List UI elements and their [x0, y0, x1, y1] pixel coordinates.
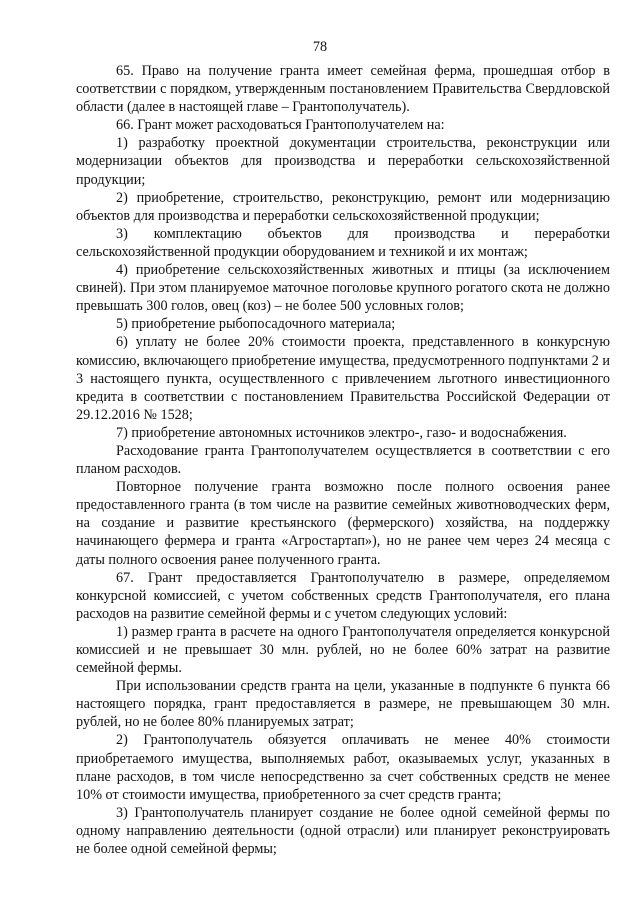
paragraph: Повторное получение гранта возможно после полного освоения ранее предоставленного гранта (в том числе на развитие семейных животноводческих ферм, на создание и развитие крестьянского (фермерского) хозяйства, на поддержку начинающего фермера и гранта «Агростартап»), но не ранее чем через 24 месяца с даты полного освоения ранее полученного гранта. [76, 479, 610, 568]
list-item: 2) Грантополучатель обязуется оплачивать не менее 40% стоимости приобретаемого имущества, выполняемых работ, оказываемых услуг, указанных в плане расходов, в том числе непосредственно за счет собственных средств не менее 10% от стоимости имущества, приобретенного за счет средств гранта; [76, 732, 610, 803]
list-item: 6) уплату не более 20% стоимости проекта, представленного в конкурсную комиссию, включающего приобретение имущества, предусмотренного подпунктами 2 и 3 настоящего пункта, осуществленного с привлечением льготного инвестиционного кредита в соответствии с постановлением Правительства Российской Федерации от 29.12.2016 № 1528; [76, 334, 610, 423]
list-item: 1) размер гранта в расчете на одного Грантополучателя определяется конкурсной комиссией и не превышает 30 млн. рублей, но не более 60% затрат на развитие семейной фермы. [76, 623, 610, 677]
document-body [76, 62, 610, 858]
paragraph: При использовании средств гранта на цели, указанные в подпункте 6 пункта 66 настоящего порядка, грант предоставляется в размере, не превышающем 30 млн. рублей, но не более 80% планируемых затрат; [76, 678, 610, 731]
list-item: 3) комплектацию объектов для производства и переработки сельскохозяйственной продукции оборудованием и техникой и их монтаж; [76, 225, 610, 260]
paragraph: Расходование гранта Грантополучателем осуществляется в соответствии с его планом расходов. [76, 442, 610, 478]
list-item: 4) приобретение сельскохозяйственных животных и птицы (за исключением свиней). При этом планируемое маточное поголовье крупного рогатого скота не должно превышать 300 голов, овец (коз) – не более 500 условных голов; [76, 262, 610, 315]
page-number: 78 [312, 39, 328, 55]
paragraph-item-65: 65. Право на получение гранта имеет семейная ферма, прошедшая отбор в соответствии с порядком, утвержденным постановлением Правительства Свердловской области (далее в настоящей главе – Грантополучатель). [76, 63, 610, 116]
list-item: 5) приобретение рыбопосадочного материала; [116, 316, 396, 333]
list-item: 7) приобретение автономных источников электро-, газо- и водоснабжения. [116, 424, 567, 441]
list-item: 2) приобретение, строительство, реконструкцию, ремонт или модернизацию объектов для производства и переработки сельскохозяйственной продукции; [76, 189, 610, 224]
paragraph-item-67: 67. Грант предоставляется Грантополучателю в размере, определяемом конкурсной комиссией, с учетом собственных средств Грантополучателя, его плана расходов на развитие семейной фермы и с учетом следующих условий: [76, 569, 610, 622]
paragraph-item-66: 66. Грант может расходоваться Грантополучателем на: [116, 117, 445, 134]
list-item: 1) разработку проектной документации строительства, реконструкции или модернизации объектов для производства и переработки сельскохозяйственной продукции; [76, 135, 610, 188]
list-item: 3) Грантополучатель планирует создание не более одной семейной фермы по одному направлению деятельности (одной отрасли) или планирует реконструировать не более одной семейной фермы; [76, 804, 610, 858]
